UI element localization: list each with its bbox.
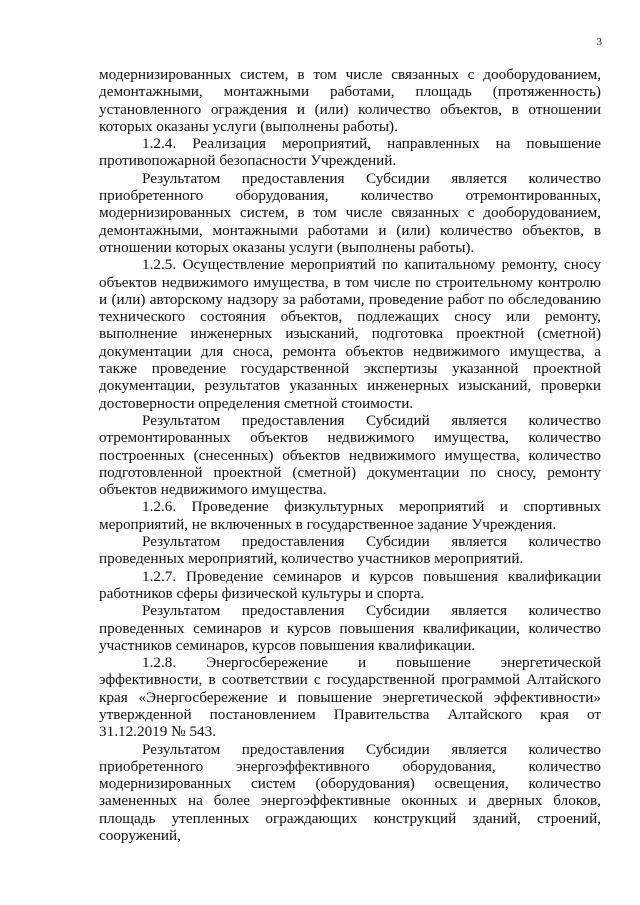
paragraph-1-2-7: 1.2.7. Проведение семинаров и курсов повышения квалификации работников сферы физической культуры и спорта. (99, 567, 601, 602)
paragraph-continuation: модернизированных систем, в том числе связанных с дооборудованием, демонтажными, монтажными работами, площадь (протяженность) установленного ограждения и (или) количество объектов, в отношении которых оказаны услуги (выполнены работы). (99, 66, 601, 135)
document-body (99, 66, 601, 844)
paragraph-1-2-5: 1.2.5. Осуществление мероприятий по капитальному ремонту, сносу объектов недвижимого имущества, в том числе по строительному контролю и (или) авторскому надзору за работами, проведение работ по обследованию технического состояния объектов, подлежащих сносу или ремонту, выполнение инженерных изысканий, подготовка проектной (сметной) документации для сноса, ремонта объектов недвижимого имущества, а также проведение государственной экспертизы указанной проектной документации, результатов указанных инженерных изысканий, проверки достоверности определения сметной стоимости. (99, 256, 601, 412)
paragraph-1-2-4: 1.2.4. Реализация мероприятий, направленных на повышение противопожарной безопасности Учреждений. (99, 135, 601, 170)
paragraph-result-1-2-6: Результатом предоставления Субсидии является количество проведенных мероприятий, количество участников мероприятий. (99, 533, 601, 568)
paragraph-1-2-8: 1.2.8. Энергосбережение и повышение энергетической эффективности, в соответствии с государственной программой Алтайского края «Энергосбережение и повышение энергетической эффективности» утвержденной постановлением Правительства Алтайского края от 31.12.2019 № 543. (99, 654, 601, 741)
paragraph-result-1-2-7: Результатом предоставления Субсидии является количество проведенных семинаров и курсов повышения квалификации, количество участников семинаров, курсов повышения квалификации. (99, 602, 601, 654)
paragraph-result-1-2-5: Результатом предоставления Субсидий является количество отремонтированных объектов недвижимого имущества, количество построенных (снесенных) объектов недвижимого имущества, количество подготовленной проектной (сметной) документации по сносу, ремонту объектов недвижимого имущества. (99, 411, 601, 499)
paragraph-1-2-6: 1.2.6. Проведение физкультурных мероприятий и спортивных мероприятий, не включенных в государственное задание Учреждения. (99, 498, 601, 533)
paragraph-result-1-2-4: Результатом предоставления Субсидии является количество приобретенного оборудования, количество отремонтированных, модернизированных систем, в том числе связанных с дооборудованием, демонтажными, монтажными работами и (или) количество объектов, в отношении которых оказаны услуги (выполнены работы). (99, 169, 601, 256)
page-number: 3 (596, 36, 602, 48)
paragraph-result-1-2-8: Результатом предоставления Субсидии является количество приобретенного энергоэффективного оборудования, количество модернизированных систем (оборудования) освещения, количество замененных на более энергоэффективные оконных и дверных блоков, площадь утепленных ограждающих конструкций зданий, строений, сооружений, (99, 740, 601, 845)
